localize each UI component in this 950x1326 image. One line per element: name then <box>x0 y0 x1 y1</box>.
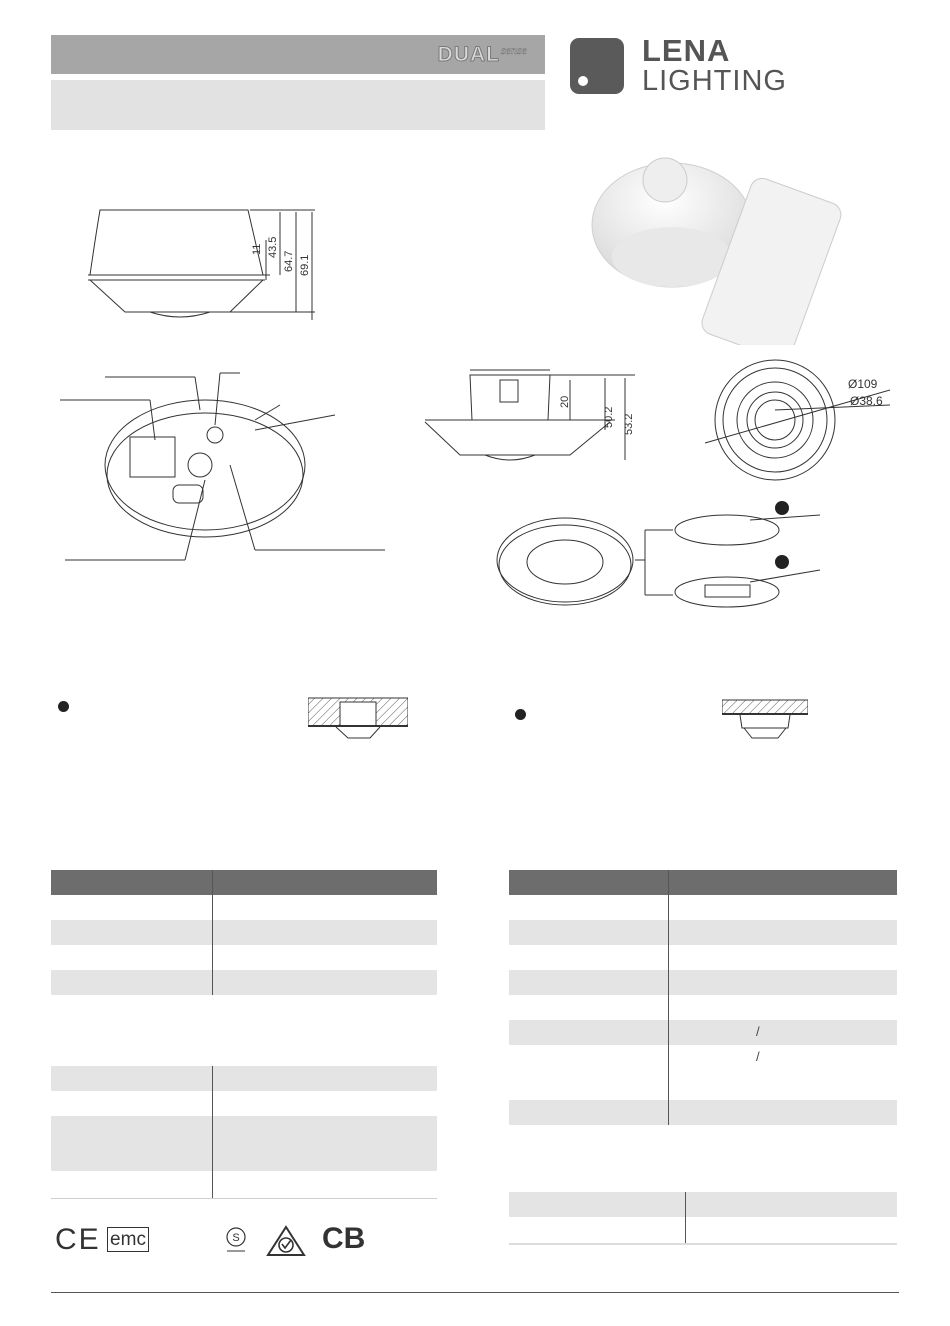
subtitle-bar <box>51 80 545 130</box>
rcm-mark <box>266 1225 306 1257</box>
sense-logo-text: sense <box>501 42 527 57</box>
company-name-line2: LIGHTING <box>642 65 787 97</box>
table-row <box>509 945 897 970</box>
logo-dot <box>578 76 588 86</box>
lena-logo-mark <box>570 38 624 94</box>
wiring-diagram <box>55 365 390 565</box>
table-row <box>51 895 437 920</box>
top-view-drawing <box>700 355 900 490</box>
table-row <box>509 1100 897 1125</box>
cover-ring <box>497 518 633 602</box>
table-header <box>51 870 437 895</box>
callout-dot <box>775 555 789 569</box>
base-dimension-drawing <box>420 360 640 470</box>
ce-mark: CE <box>55 1223 101 1256</box>
saa-letter: S <box>232 1232 240 1244</box>
table-row <box>509 1045 897 1100</box>
spec-table-left-bottom <box>51 1066 437 1199</box>
terminal-block <box>130 437 175 477</box>
saa-mark <box>224 1226 248 1256</box>
product-photo <box>590 145 875 345</box>
table-row <box>51 945 437 970</box>
lens-cover-drawing <box>495 490 825 620</box>
slash-mark: / <box>756 1049 760 1064</box>
base-outline <box>90 280 263 312</box>
table-row <box>509 1217 897 1245</box>
table-row <box>51 970 437 995</box>
slash-mark: / <box>756 1024 760 1039</box>
pir-lens <box>643 158 687 202</box>
dim-label: 20 <box>559 395 571 408</box>
diameter-label: Ø109 <box>848 377 878 391</box>
screw <box>207 427 223 443</box>
table-row <box>509 970 897 995</box>
dim-label: 11 <box>251 243 263 255</box>
company-name-line1: LENA <box>642 33 731 68</box>
lens-ring <box>755 400 795 440</box>
dim-label: 53.2 <box>623 413 635 435</box>
table-row <box>509 895 897 920</box>
outer-ring <box>715 360 835 480</box>
bottom-rule <box>51 1292 899 1293</box>
table-row <box>509 995 897 1020</box>
table-header <box>509 870 897 895</box>
callout-dot <box>775 501 789 515</box>
spec-table-right-bottom <box>509 1192 897 1245</box>
diameter-label: Ø38.6 <box>850 394 883 408</box>
dim-label: 69.1 <box>299 254 311 276</box>
dim-label: 64.7 <box>283 250 295 272</box>
spec-table-right-top <box>509 870 897 1125</box>
lens-outline <box>150 312 210 317</box>
surface-mount-drawing <box>722 698 808 744</box>
table-row <box>509 1192 897 1217</box>
dim-label: 50.2 <box>603 406 615 428</box>
spec-table-left-top <box>51 870 437 995</box>
dome-outline <box>90 210 263 275</box>
table-row <box>51 1116 437 1171</box>
cb-mark: CB <box>322 1222 366 1255</box>
recessed-mount-drawing <box>308 696 408 744</box>
table-row <box>509 920 897 945</box>
side-view-drawing <box>80 200 330 325</box>
title-bar <box>51 35 545 74</box>
mount-option-bullet <box>58 701 69 712</box>
sensor-base <box>612 227 732 287</box>
dim-label: 43.5 <box>267 236 279 258</box>
mount-option-bullet <box>515 709 526 720</box>
table-row <box>51 1171 437 1199</box>
table-row <box>509 1020 897 1045</box>
screw <box>188 453 212 477</box>
table-row <box>51 1091 437 1116</box>
emc-mark: emc <box>107 1227 149 1252</box>
dual-logo-text: DUAL <box>437 43 500 66</box>
dualsense-logo <box>438 41 527 69</box>
base-plate <box>105 400 305 530</box>
table-row <box>51 920 437 945</box>
table-row <box>51 1066 437 1091</box>
lens-mask-b <box>675 577 779 607</box>
